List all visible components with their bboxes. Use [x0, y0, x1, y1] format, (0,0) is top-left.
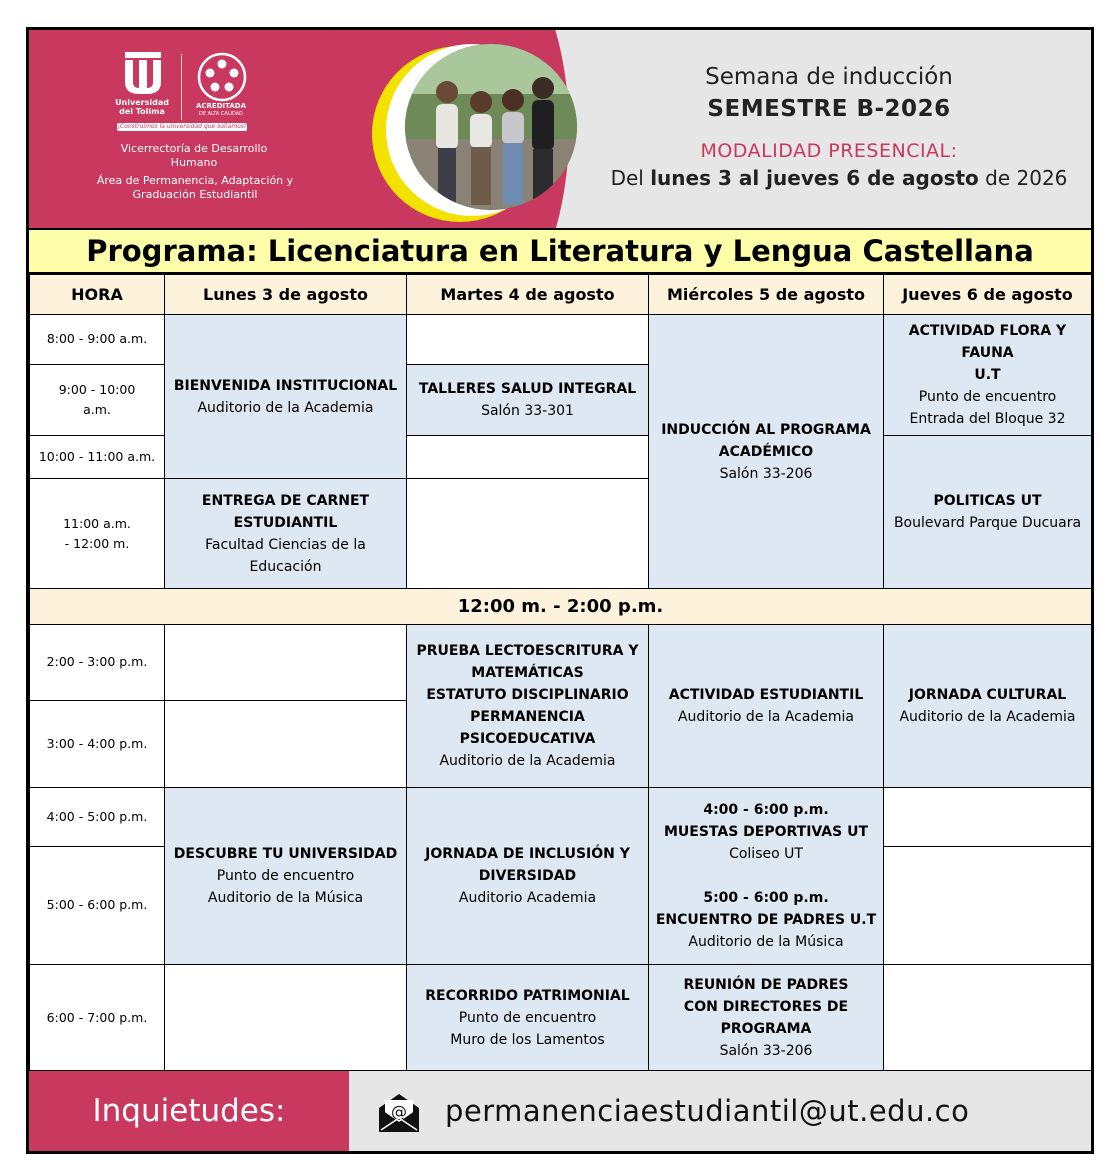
- date-bold: lunes 3 al jueves 6 de agosto: [650, 166, 979, 190]
- event-title: ACTIVIDAD ESTUDIANTIL: [668, 687, 864, 704]
- event-place: Auditorio de la Academia: [439, 753, 616, 770]
- table-row: [30, 315, 1092, 364]
- event-place: Muro de los Lamentos: [450, 1031, 605, 1048]
- event-title: ENCUENTRO DE PADRES U.T: [655, 912, 877, 929]
- schedule-table: [29, 274, 1092, 1071]
- event-recorrido: [407, 965, 649, 1071]
- logo-divider: [181, 54, 182, 120]
- event-prueba: [407, 625, 649, 788]
- lunch-break: 12:00 m. - 2:00 p.m.: [30, 588, 1092, 624]
- time-cell: 4:00 - 5:00 p.m.: [30, 788, 165, 846]
- date-prefix: Del: [610, 166, 651, 190]
- empty-cell: [884, 965, 1092, 1071]
- spacer: [651, 865, 881, 887]
- contact-email[interactable]: permanenciaestudiantil@ut.edu.co: [445, 1094, 970, 1128]
- event-title: CON DIRECTORES DE: [683, 998, 849, 1015]
- table-row: [30, 788, 1092, 846]
- event-title: POLITICAS UT: [933, 492, 1042, 509]
- university-name: Universidad del Tolima: [115, 98, 169, 116]
- event-title: ACTIVIDAD FLORA Y FAUNA: [908, 323, 1067, 362]
- event-title: DESCUBRE TU UNIVERSIDAD: [173, 846, 398, 863]
- time-cell: [30, 479, 165, 589]
- time-cell: 3:00 - 4:00 p.m.: [30, 700, 165, 788]
- empty-cell: [884, 846, 1092, 965]
- event-actividad-estudiantil: [649, 625, 884, 788]
- time-cell: 10:00 - 11:00 a.m.: [30, 435, 165, 478]
- table-row: [30, 965, 1092, 1071]
- event-politicas: [884, 435, 1092, 588]
- event-title: BIENVENIDA INSTITUCIONAL: [173, 377, 398, 394]
- students-photo: [405, 44, 577, 210]
- event-place: Punto de encuentro: [918, 389, 1057, 406]
- column-header-thursday: Jueves 6 de agosto: [884, 275, 1092, 315]
- university-slogan: ¡Construimos la universidad que soñamos!: [117, 123, 247, 130]
- event-place: Salón 33-206: [719, 1042, 813, 1059]
- time-line: a.m.: [83, 401, 111, 417]
- program-title: Programa: Licenciatura en Literatura y Lengua Castellana: [29, 228, 1091, 274]
- event-place: Auditorio de la Academia: [197, 399, 374, 416]
- event-inclusion: [407, 788, 649, 965]
- event-place: Salón 33-301: [481, 402, 574, 419]
- event-title: ACADÉMICO: [718, 443, 814, 460]
- date-range: [589, 164, 1089, 192]
- event-title: ENTREGA DE CARNET: [201, 492, 370, 509]
- date-suffix: de 2026: [978, 166, 1068, 190]
- event-title: JORNADA DE INCLUSIÓN Y: [425, 846, 630, 863]
- table-row: [30, 625, 1092, 700]
- event-place: Boulevard Parque Ducuara: [893, 514, 1082, 531]
- event-carnet: [165, 479, 407, 589]
- event-reunion-padres: [649, 965, 884, 1071]
- event-title: JORNADA CULTURAL: [908, 687, 1067, 704]
- event-place: Salón 33-206: [719, 465, 813, 482]
- event-place: Auditorio de la Música: [207, 890, 364, 907]
- accredited-label: ACREDITADA: [195, 102, 247, 110]
- poster-header: [29, 30, 1091, 228]
- time-line: - 12:00 m.: [64, 535, 130, 551]
- empty-cell: [165, 625, 407, 700]
- event-title: U.T: [974, 367, 1001, 384]
- event-title: DIVERSIDAD: [478, 868, 577, 885]
- column-header-wednesday: Miércoles 5 de agosto: [649, 275, 884, 315]
- event-title: MUESTAS DEPORTIVAS UT: [663, 824, 869, 841]
- schedule-poster: [26, 27, 1094, 1154]
- event-title: RECORRIDO PATRIMONIAL: [425, 987, 630, 1004]
- accredited-sublabel: DE ALTA CALIDAD: [199, 111, 243, 117]
- students-photo-illustration: [405, 44, 577, 210]
- event-place: Auditorio de la Academia: [677, 709, 855, 726]
- time-line: 9:00 - 10:00: [58, 381, 136, 397]
- event-jornada-cultural: [884, 625, 1092, 788]
- lunch-row: [30, 588, 1092, 624]
- title-semester: SEMESTRE B-2026: [707, 96, 951, 122]
- event-title: PERMANENCIA: [470, 709, 585, 726]
- svg-text:@: @: [391, 1102, 407, 1121]
- envelope-icon: [377, 1090, 421, 1134]
- empty-cell: [884, 788, 1092, 846]
- event-title: REUNIÓN DE PADRES: [683, 976, 849, 993]
- event-flora-fauna: [884, 315, 1092, 436]
- event-title: PRUEBA LECTOESCRITURA Y: [416, 643, 639, 660]
- empty-cell: [407, 479, 649, 589]
- event-title: PSICOEDUCATIVA: [459, 731, 596, 748]
- area-label: Área de Permanencia, Adaptación y Graduación Estudiantil: [96, 174, 294, 201]
- empty-cell: [165, 965, 407, 1071]
- time-cell: 2:00 - 3:00 p.m.: [30, 625, 165, 700]
- event-title: TALLERES SALUD INTEGRAL: [418, 380, 637, 397]
- event-title: PROGRAMA: [720, 1020, 812, 1037]
- empty-cell: [165, 700, 407, 788]
- event-place: Facultad Ciencias de la Educación: [205, 536, 366, 575]
- event-title: MATEMÁTICAS: [471, 665, 584, 682]
- event-title: INDUCCIÓN AL PROGRAMA: [661, 421, 871, 438]
- event-place: Punto de encuentro: [458, 1009, 597, 1026]
- event-title: ESTUDIANTIL: [233, 514, 338, 531]
- event-place: Auditorio Academia: [458, 890, 597, 907]
- modality-label: MODALIDAD PRESENCIAL:: [700, 140, 958, 162]
- event-place: Auditorio de la Academia: [899, 709, 1076, 726]
- title-week: Semana de inducción: [705, 64, 953, 90]
- event-place: Auditorio de la Música: [688, 934, 844, 951]
- column-header-monday: Lunes 3 de agosto: [165, 275, 407, 315]
- event-descubre: [165, 788, 407, 965]
- event-time: 5:00 - 6:00 p.m.: [703, 890, 829, 907]
- event-time: 4:00 - 6:00 p.m.: [703, 802, 829, 819]
- column-header-tuesday: Martes 4 de agosto: [407, 275, 649, 315]
- ut-logo-icon: [125, 52, 161, 94]
- event-place: Punto de encuentro: [216, 868, 355, 885]
- accreditation-seal-icon: [197, 52, 247, 102]
- time-cell: 8:00 - 9:00 a.m.: [30, 315, 165, 364]
- event-deportes-padres: [649, 788, 884, 965]
- time-cell: [30, 364, 165, 435]
- time-line: 11:00 a.m.: [63, 515, 131, 531]
- footer-label: Inquietudes:: [29, 1071, 349, 1151]
- column-header-hora: HORA: [30, 275, 165, 315]
- event-talleres: [407, 364, 649, 435]
- event-place: Entrada del Bloque 32: [909, 411, 1066, 428]
- time-cell: 6:00 - 7:00 p.m.: [30, 965, 165, 1071]
- table-header-row: [30, 275, 1092, 315]
- empty-cell: [407, 435, 649, 478]
- event-bienvenida: [165, 315, 407, 479]
- time-cell: 5:00 - 6:00 p.m.: [30, 846, 165, 965]
- event-induccion: [649, 315, 884, 589]
- empty-cell: [407, 315, 649, 364]
- footer-contact: [349, 1071, 1091, 1151]
- event-title: ESTATUTO DISCIPLINARIO: [426, 687, 629, 704]
- vicerrectoria-label: Vicerrectoría de Desarrollo Humano: [120, 142, 268, 169]
- event-place: Coliseo UT: [729, 846, 803, 863]
